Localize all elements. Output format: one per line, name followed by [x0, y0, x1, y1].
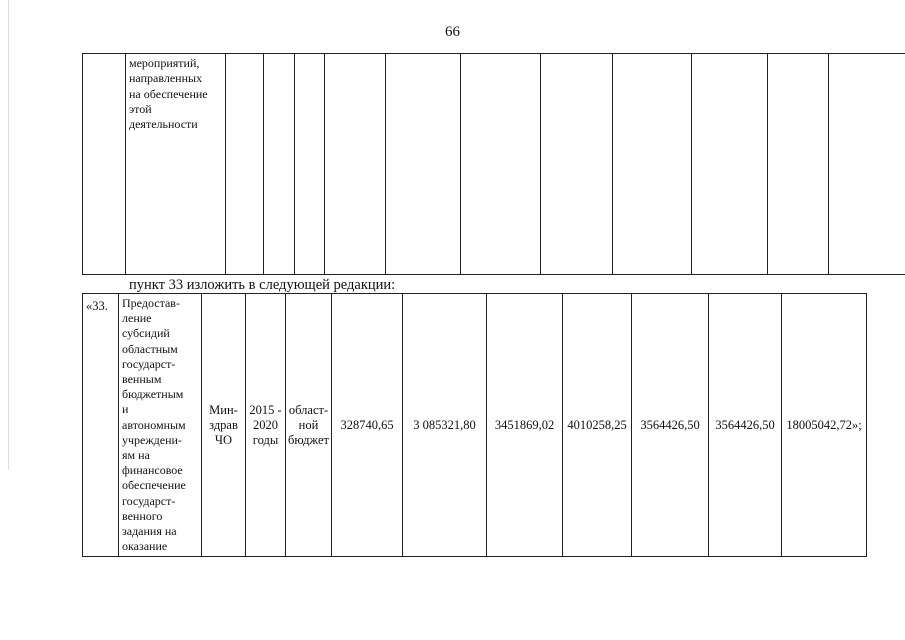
value-cell: 3564426,50 — [632, 294, 709, 557]
table-continuation — [82, 53, 905, 275]
table-cell — [541, 54, 613, 275]
table-cell — [226, 54, 264, 275]
activity-cell — [126, 54, 226, 275]
page-number: 66 — [445, 24, 460, 40]
table-cell — [768, 54, 829, 275]
table-row — [83, 54, 905, 275]
name-text: Предостав- ление субсидий областным государст- венным бюджетным и автономным учреждени- ям на финансовое обеспечение государст- венного задания на оказание — [122, 296, 186, 554]
table-cell — [613, 54, 692, 275]
table-cell — [83, 54, 126, 275]
table-cell — [692, 54, 768, 275]
name-cell — [119, 294, 202, 557]
activity-text: мероприятий, направленных на обеспечение этой деятельности — [129, 56, 208, 132]
value-cell: 3 085321,80 — [403, 294, 487, 557]
table-cell — [386, 54, 461, 275]
table-cell — [829, 54, 905, 275]
table-cell — [264, 54, 295, 275]
value-cell: 3451869,02 — [487, 294, 563, 557]
table-cell — [295, 54, 325, 275]
value-cell: 18005042,72»; — [782, 294, 867, 557]
scan-edge-line — [8, 0, 9, 470]
source-cell: област- ной бюджет — [286, 294, 332, 557]
value-cell-total: 328740,65 — [332, 294, 403, 557]
instruction-text: пункт 33 изложить в следующей редакции: — [129, 277, 396, 293]
table-cell — [325, 54, 386, 275]
period-cell: 2015 - 2020 годы — [246, 294, 286, 557]
executor-cell: Мин- здрав ЧО — [202, 294, 246, 557]
row-number-cell: «33. — [83, 294, 119, 557]
table-cell — [461, 54, 541, 275]
table-row — [83, 294, 867, 557]
value-cell: 4010258,25 — [563, 294, 632, 557]
value-cell: 3564426,50 — [709, 294, 782, 557]
table-item-33 — [82, 293, 867, 557]
